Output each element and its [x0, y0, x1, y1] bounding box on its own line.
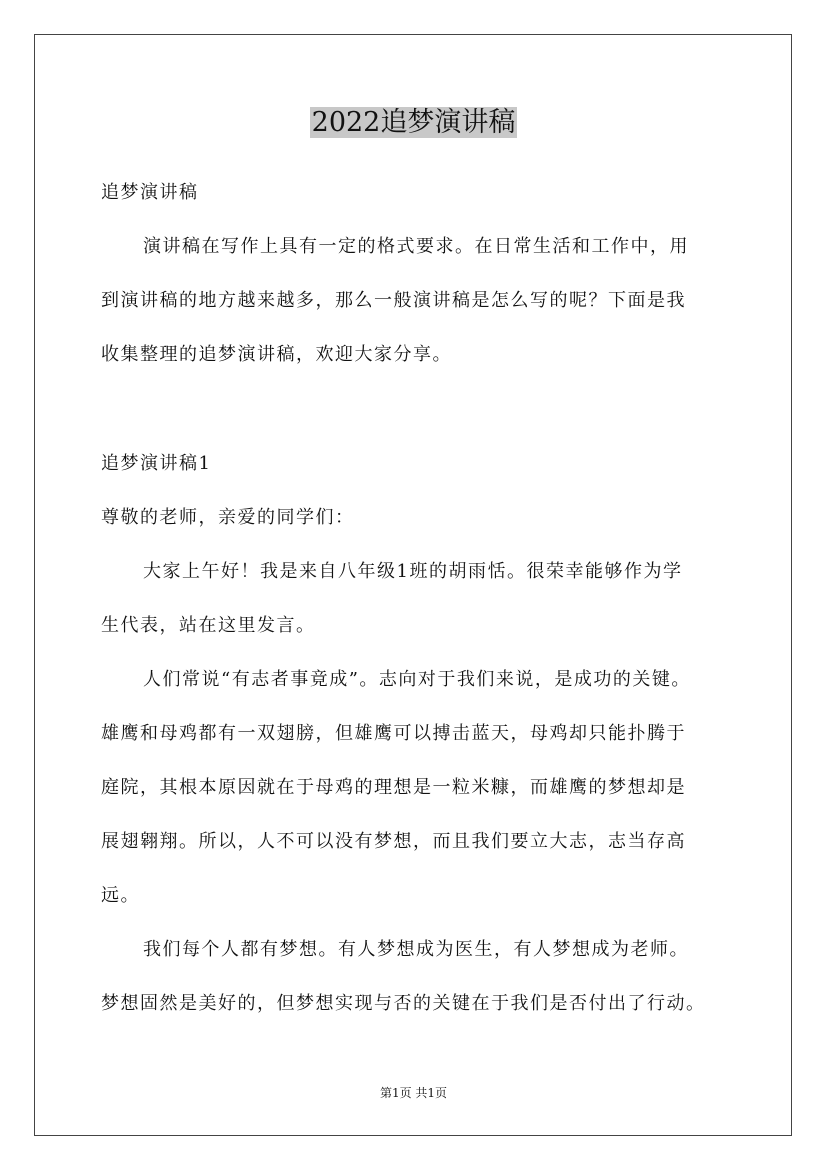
intro-line-2: 到演讲稿的地方越来越多，那么一般演讲稿是怎么写的呢？下面是我 [101, 290, 686, 311]
intro-line-1: 演讲稿在写作上具有一定的格式要求。在日常生活和工作中，用 [143, 236, 689, 257]
body-line-8: 我们每个人都有梦想。有人梦想成为医生，有人梦想成为老师。 [143, 939, 689, 960]
body-line-6: 展翅翱翔。所以，人不可以没有梦想，而且我们要立大志，志当存高 [101, 831, 686, 852]
document-title [0, 103, 827, 143]
subtitle-line: 追梦演讲稿 [101, 182, 199, 203]
body-line-1: 大家上午好！我是来自八年级1班的胡雨恬。很荣幸能够作为学 [143, 561, 683, 582]
body-line-7: 远。 [101, 885, 140, 906]
body-line-4: 雄鹰和母鸡都有一双翅膀，但雄鹰可以搏击蓝天，母鸡却只能扑腾于 [101, 723, 686, 744]
body-line-5: 庭院，其根本原因就在于母鸡的理想是一粒米糠，而雄鹰的梦想却是 [101, 777, 686, 798]
salutation-line: 尊敬的老师，亲爱的同学们： [101, 507, 355, 528]
body-line-9: 梦想固然是美好的，但梦想实现与否的关键在于我们是否付出了行动。 [101, 993, 706, 1014]
document-title-text: 2022追梦演讲稿 [311, 107, 516, 138]
section-heading: 追梦演讲稿1 [101, 453, 212, 474]
body-line-2: 生代表，站在这里发言。 [101, 615, 316, 636]
body-line-3: 人们常说“有志者事竟成”。志向对于我们来说，是成功的关键。 [143, 669, 691, 690]
page-footer: 第1页 共1页 [379, 1086, 448, 1100]
intro-line-3: 收集整理的追梦演讲稿，欢迎大家分享。 [101, 344, 452, 365]
